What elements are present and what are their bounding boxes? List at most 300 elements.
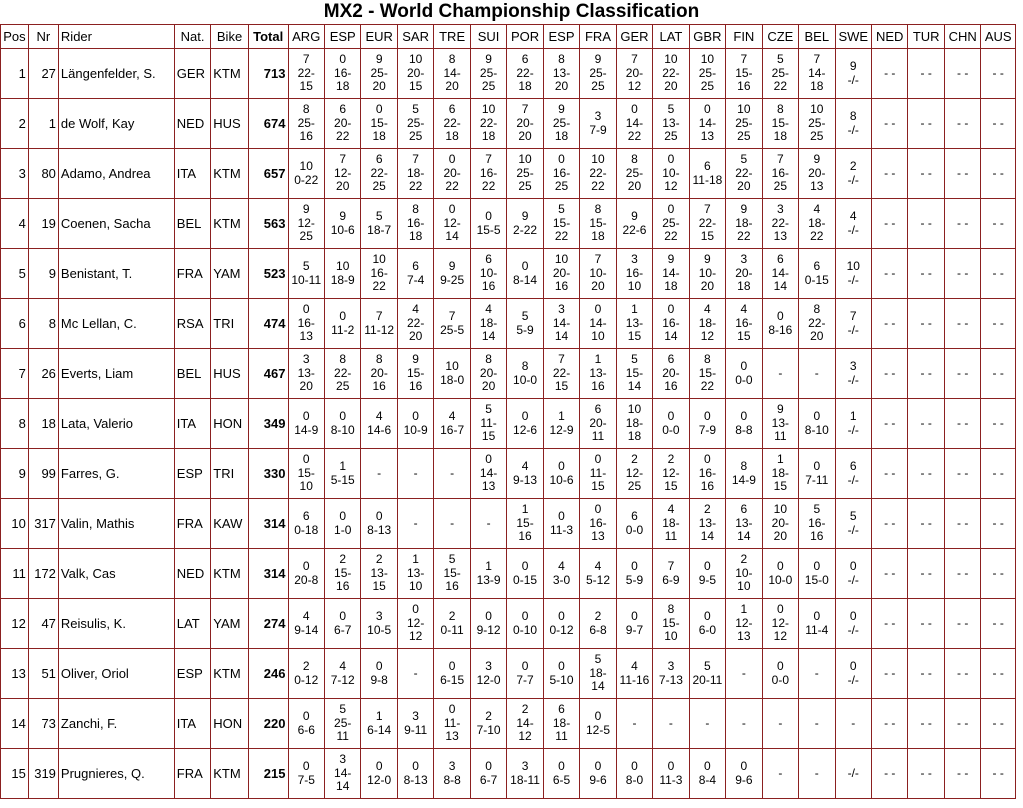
cell-pos: 15	[1, 749, 29, 799]
cell-result: 0 14- 13	[689, 99, 725, 149]
cell-bike: HON	[211, 399, 249, 449]
cell-result: 6 18- 11	[543, 699, 579, 749]
cell-result: 0 0-12	[543, 599, 579, 649]
cell-result: 6 10- 16	[470, 249, 506, 299]
cell-result: 4 9-13	[507, 449, 543, 499]
cell-result: 8 22- 20	[799, 299, 835, 349]
column-header: FRA	[580, 25, 616, 49]
cell-result: 9 9-25	[434, 249, 470, 299]
cell-result: 1 13-9	[470, 549, 506, 599]
cell-result: - -	[872, 599, 908, 649]
cell-result: 4 3-0	[543, 549, 579, 599]
cell-result: 4 22- 20	[397, 299, 433, 349]
cell-rider: Zanchi, F.	[58, 699, 174, 749]
cell-result: 6 22- 18	[507, 49, 543, 99]
column-header: Bike	[211, 25, 249, 49]
cell-rider: Mc Lellan, C.	[58, 299, 174, 349]
cell-result: 5 10-11	[288, 249, 324, 299]
cell-result: 7 20- 12	[616, 49, 652, 99]
cell-result: 6 20- 11	[580, 399, 616, 449]
cell-result: 5 18- 14	[580, 649, 616, 699]
cell-result: 5 15- 22	[543, 199, 579, 249]
cell-result: 3 -/-	[835, 349, 871, 399]
cell-result: - -	[908, 399, 944, 449]
cell-result: 7 18- 22	[397, 149, 433, 199]
cell-nr: 9	[28, 249, 58, 299]
cell-bike: YAM	[211, 249, 249, 299]
cell-pos: 11	[1, 549, 29, 599]
cell-nat: ESP	[174, 649, 210, 699]
table-row	[1, 549, 1016, 599]
column-header: GBR	[689, 25, 725, 49]
cell-result: 0 12-0	[361, 749, 397, 799]
cell-total: 474	[248, 299, 288, 349]
cell-result: 9 12- 25	[288, 199, 324, 249]
column-header: GER	[616, 25, 652, 49]
classification-table	[0, 24, 1016, 799]
cell-result: - -	[944, 649, 980, 699]
cell-result: -	[397, 499, 433, 549]
cell-result: 0 6-5	[543, 749, 579, 799]
cell-nat: LAT	[174, 599, 210, 649]
cell-total: 467	[248, 349, 288, 399]
cell-total: 215	[248, 749, 288, 799]
cell-result: 0 0-10	[507, 599, 543, 649]
cell-result: 8 20- 20	[470, 349, 506, 399]
cell-result: 4 18- 22	[799, 199, 835, 249]
cell-result: 10 22- 22	[580, 149, 616, 199]
cell-result: - -	[908, 649, 944, 699]
cell-result: 0 9-7	[616, 599, 652, 649]
cell-total: 657	[248, 149, 288, 199]
cell-result: 7 6-9	[653, 549, 689, 599]
cell-result: - -	[908, 749, 944, 799]
cell-result: 7 25-5	[434, 299, 470, 349]
cell-result: 0 10- 12	[653, 149, 689, 199]
cell-result: 1 13- 16	[580, 349, 616, 399]
table-row	[1, 749, 1016, 799]
cell-result: 3 7-9	[580, 99, 616, 149]
cell-result: 0 10-6	[543, 449, 579, 499]
cell-result: 0 8-14	[507, 249, 543, 299]
cell-rider: Benistant, T.	[58, 249, 174, 299]
cell-result: 0 11-4	[799, 599, 835, 649]
table-row	[1, 149, 1016, 199]
table-row	[1, 649, 1016, 699]
cell-rider: Reisulis, K.	[58, 599, 174, 649]
cell-result: 7 14- 18	[799, 49, 835, 99]
cell-result: 7 11-12	[361, 299, 397, 349]
cell-result: 3 16- 10	[616, 249, 652, 299]
cell-result: -	[799, 699, 835, 749]
cell-total: 314	[248, 499, 288, 549]
cell-result: 3 13- 20	[288, 349, 324, 399]
cell-nat: ITA	[174, 399, 210, 449]
cell-result: 2 -/-	[835, 149, 871, 199]
cell-result: 3 14- 14	[543, 299, 579, 349]
cell-result: 3 8-8	[434, 749, 470, 799]
cell-result: 0 -/-	[835, 549, 871, 599]
cell-result: 6 20- 22	[324, 99, 360, 149]
cell-bike: KTM	[211, 49, 249, 99]
cell-nr: 1	[28, 99, 58, 149]
cell-result: 3 12-0	[470, 649, 506, 699]
cell-result: - -	[944, 599, 980, 649]
cell-result: 9 14- 18	[653, 249, 689, 299]
cell-pos: 3	[1, 149, 29, 199]
cell-result: -	[762, 349, 798, 399]
cell-result: 5 20-11	[689, 649, 725, 699]
cell-result: 0 12- 14	[434, 199, 470, 249]
cell-result: - -	[872, 749, 908, 799]
cell-result: -	[434, 499, 470, 549]
cell-result: - -	[872, 99, 908, 149]
cell-result: 0 9-12	[470, 599, 506, 649]
cell-result: 1 13- 15	[616, 299, 652, 349]
cell-result: 7 22- 15	[543, 349, 579, 399]
column-header: ARG	[288, 25, 324, 49]
cell-nr: 80	[28, 149, 58, 199]
cell-result: 6 7-4	[397, 249, 433, 299]
cell-result: 3 20- 18	[726, 249, 762, 299]
table-row	[1, 99, 1016, 149]
cell-result: 0 14- 22	[616, 99, 652, 149]
cell-result: 0 8-10	[324, 399, 360, 449]
cell-pos: 14	[1, 699, 29, 749]
cell-result: 0 11-3	[543, 499, 579, 549]
cell-result: 10 16- 22	[361, 249, 397, 299]
cell-bike: TRI	[211, 449, 249, 499]
cell-result: 6 13- 14	[726, 499, 762, 549]
cell-result: 10 22- 18	[470, 99, 506, 149]
cell-result: 0 8-8	[726, 399, 762, 449]
cell-result: - -	[981, 299, 1016, 349]
cell-result: - -	[944, 149, 980, 199]
cell-result: - -	[944, 249, 980, 299]
column-header: LAT	[653, 25, 689, 49]
cell-result: - -	[908, 499, 944, 549]
cell-result: 6 14- 14	[762, 249, 798, 299]
cell-result: - -	[908, 199, 944, 249]
cell-result: 4 14-6	[361, 399, 397, 449]
cell-result: 10 18- 18	[616, 399, 652, 449]
cell-total: 274	[248, 599, 288, 649]
cell-result: 0 8-10	[799, 399, 835, 449]
cell-result: 10 25- 25	[726, 99, 762, 149]
cell-result: 10 0-22	[288, 149, 324, 199]
cell-result: 8 20- 16	[361, 349, 397, 399]
cell-result: 9 25- 18	[543, 99, 579, 149]
cell-result: -	[397, 649, 433, 699]
cell-result: 0 16- 13	[580, 499, 616, 549]
cell-nr: 73	[28, 699, 58, 749]
cell-result: - -	[981, 649, 1016, 699]
cell-result: - -	[944, 699, 980, 749]
cell-result: - -	[944, 749, 980, 799]
cell-nr: 99	[28, 449, 58, 499]
table-row	[1, 499, 1016, 549]
cell-result: - -	[981, 449, 1016, 499]
cell-bike: KTM	[211, 199, 249, 249]
cell-result: 10 25- 25	[507, 149, 543, 199]
cell-result: 4 7-12	[324, 649, 360, 699]
table-row	[1, 699, 1016, 749]
cell-result: -	[799, 649, 835, 699]
cell-result: 8 13- 20	[543, 49, 579, 99]
cell-result: 3 22- 13	[762, 199, 798, 249]
cell-result: 3 10-5	[361, 599, 397, 649]
cell-rider: Farres, G.	[58, 449, 174, 499]
cell-result: 6 0-15	[799, 249, 835, 299]
cell-result: 0 5-10	[543, 649, 579, 699]
cell-result: - -	[981, 549, 1016, 599]
cell-result: 0 16- 18	[324, 49, 360, 99]
table-row	[1, 349, 1016, 399]
cell-result: 5 13- 25	[653, 99, 689, 149]
cell-result: 1 12- 13	[726, 599, 762, 649]
cell-result: 0 6-6	[288, 699, 324, 749]
cell-nr: 27	[28, 49, 58, 99]
cell-nat: ESP	[174, 449, 210, 499]
cell-result: 0 20-8	[288, 549, 324, 599]
cell-result: -	[726, 649, 762, 699]
cell-nr: 19	[28, 199, 58, 249]
table-row	[1, 249, 1016, 299]
cell-result: 0 11- 13	[434, 699, 470, 749]
page-title: MX2 - World Championship Classification	[323, 1, 700, 22]
cell-nr: 26	[28, 349, 58, 399]
cell-rider: Prugnieres, Q.	[58, 749, 174, 799]
cell-result: 0 16- 16	[689, 449, 725, 499]
column-header: Total	[248, 25, 288, 49]
cell-result: - -	[944, 399, 980, 449]
cell-result: - -	[908, 249, 944, 299]
cell-result: 0 11-2	[324, 299, 360, 349]
cell-result: 8 14- 20	[434, 49, 470, 99]
cell-result: - -	[872, 299, 908, 349]
cell-result: 8 15- 10	[653, 599, 689, 649]
cell-result: 2 14- 12	[507, 699, 543, 749]
cell-result: 0 15- 10	[288, 449, 324, 499]
cell-result: 0 7-5	[288, 749, 324, 799]
cell-nat: ITA	[174, 699, 210, 749]
cell-result: 10 20- 20	[762, 499, 798, 549]
cell-result: 1 18- 15	[762, 449, 798, 499]
cell-result: 0 8-13	[361, 499, 397, 549]
cell-result: 0 8-0	[616, 749, 652, 799]
cell-rider: Längenfelder, S.	[58, 49, 174, 99]
cell-result: 0 12- 12	[762, 599, 798, 649]
cell-result: 1 6-14	[361, 699, 397, 749]
cell-result: 7 22- 15	[288, 49, 324, 99]
cell-result: 3 14- 14	[324, 749, 360, 799]
column-header: Nr	[28, 25, 58, 49]
cell-result: 8 15- 18	[580, 199, 616, 249]
cell-result: - -	[908, 549, 944, 599]
cell-result: 8 16- 18	[397, 199, 433, 249]
cell-result: - -	[944, 299, 980, 349]
cell-result: 5 18-7	[361, 199, 397, 249]
cell-result: - -	[908, 149, 944, 199]
cell-nat: ITA	[174, 149, 210, 199]
cell-bike: KTM	[211, 549, 249, 599]
cell-result: 4 -/-	[835, 199, 871, 249]
cell-result: 0 8-13	[397, 749, 433, 799]
cell-result: 0 14- 10	[580, 299, 616, 349]
cell-pos: 10	[1, 499, 29, 549]
cell-nr: 319	[28, 749, 58, 799]
cell-result: - -	[981, 99, 1016, 149]
cell-result: 7 -/-	[835, 299, 871, 349]
cell-result: 2 12- 25	[616, 449, 652, 499]
cell-result: - -	[908, 99, 944, 149]
cell-nat: BEL	[174, 349, 210, 399]
cell-result: -/-	[835, 749, 871, 799]
cell-nat: FRA	[174, 749, 210, 799]
cell-bike: KTM	[211, 149, 249, 199]
column-header: AUS	[981, 25, 1016, 49]
cell-result: -	[762, 749, 798, 799]
column-header: CHN	[944, 25, 980, 49]
cell-result: - -	[872, 699, 908, 749]
cell-nat: FRA	[174, 249, 210, 299]
cell-result: 2 13- 15	[361, 549, 397, 599]
cell-result: 2 12- 15	[653, 449, 689, 499]
cell-result: 5 15- 14	[616, 349, 652, 399]
cell-nr: 47	[28, 599, 58, 649]
cell-bike: HUS	[211, 99, 249, 149]
cell-result: 8 25- 20	[616, 149, 652, 199]
cell-result: 7 10- 20	[580, 249, 616, 299]
cell-result: 6 22- 25	[361, 149, 397, 199]
cell-result: -	[361, 449, 397, 499]
cell-result: 5 22- 20	[726, 149, 762, 199]
cell-total: 349	[248, 399, 288, 449]
cell-nat: GER	[174, 49, 210, 99]
cell-result: 4 9-14	[288, 599, 324, 649]
cell-result: - -	[944, 99, 980, 149]
cell-bike: HON	[211, 699, 249, 749]
cell-result: 0 6-15	[434, 649, 470, 699]
cell-result: -	[470, 499, 506, 549]
cell-result: 4 18- 11	[653, 499, 689, 549]
cell-result: 0 25- 22	[653, 199, 689, 249]
cell-result: 0 11- 15	[580, 449, 616, 499]
cell-result: 0 6-0	[689, 599, 725, 649]
table-row	[1, 399, 1016, 449]
cell-rider: Valk, Cas	[58, 549, 174, 599]
cell-result: 2 13- 14	[689, 499, 725, 549]
cell-rider: Valin, Mathis	[58, 499, 174, 549]
column-header: SAR	[397, 25, 433, 49]
cell-result: 6 -/-	[835, 449, 871, 499]
cell-result: 0 9-5	[689, 549, 725, 599]
cell-rider: Oliver, Oriol	[58, 649, 174, 699]
cell-result: 4 11-16	[616, 649, 652, 699]
column-header: POR	[507, 25, 543, 49]
cell-nat: BEL	[174, 199, 210, 249]
cell-result: 8 15- 22	[689, 349, 725, 399]
cell-bike: TRI	[211, 299, 249, 349]
cell-result: 0 14-9	[288, 399, 324, 449]
cell-nr: 8	[28, 299, 58, 349]
cell-result: - -	[908, 299, 944, 349]
cell-result: 0 9-8	[361, 649, 397, 699]
cell-result: - -	[944, 449, 980, 499]
cell-rider: Everts, Liam	[58, 349, 174, 399]
cell-result: 7 20- 20	[507, 99, 543, 149]
cell-result: 0 6-7	[324, 599, 360, 649]
cell-result: 7 22- 15	[689, 199, 725, 249]
cell-result: 10 25- 25	[799, 99, 835, 149]
cell-result: - -	[908, 49, 944, 99]
cell-result: 5 25- 25	[397, 99, 433, 149]
cell-total: 246	[248, 649, 288, 699]
cell-result: 0 0-0	[653, 399, 689, 449]
cell-result: 9 10-6	[324, 199, 360, 249]
cell-result: -	[689, 699, 725, 749]
cell-pos: 1	[1, 49, 29, 99]
table-row	[1, 49, 1016, 99]
cell-pos: 4	[1, 199, 29, 249]
cell-result: - -	[872, 399, 908, 449]
cell-total: 314	[248, 549, 288, 599]
cell-result: 10 18-0	[434, 349, 470, 399]
cell-result: 6 0-18	[288, 499, 324, 549]
table-row	[1, 199, 1016, 249]
cell-result: 0 16- 13	[288, 299, 324, 349]
cell-result: 9 22-6	[616, 199, 652, 249]
column-header: Pos	[1, 25, 29, 49]
cell-total: 220	[248, 699, 288, 749]
cell-result: - -	[981, 199, 1016, 249]
cell-result: 9 25- 25	[470, 49, 506, 99]
cell-result: 0 0-0	[762, 649, 798, 699]
column-header: SUI	[470, 25, 506, 49]
cell-result: - -	[908, 599, 944, 649]
cell-result: 0 7-7	[507, 649, 543, 699]
cell-result: -	[434, 449, 470, 499]
cell-result: 9 25- 20	[361, 49, 397, 99]
cell-pos: 9	[1, 449, 29, 499]
cell-result: 4 18- 12	[689, 299, 725, 349]
cell-nat: NED	[174, 549, 210, 599]
cell-result: 7 16- 25	[762, 149, 798, 199]
cell-result: - -	[944, 549, 980, 599]
cell-result: 2 0-11	[434, 599, 470, 649]
cell-rider: Adamo, Andrea	[58, 149, 174, 199]
table-row	[1, 599, 1016, 649]
cell-result: 0 1-0	[324, 499, 360, 549]
cell-result: 0 10-9	[397, 399, 433, 449]
cell-bike: KAW	[211, 499, 249, 549]
cell-result: - -	[908, 699, 944, 749]
cell-bike: HUS	[211, 349, 249, 399]
cell-result: - -	[981, 149, 1016, 199]
cell-result: -	[653, 699, 689, 749]
cell-total: 563	[248, 199, 288, 249]
cell-result: 0 10-0	[762, 549, 798, 599]
cell-result: - -	[981, 749, 1016, 799]
cell-nr: 317	[28, 499, 58, 549]
cell-result: - -	[872, 49, 908, 99]
cell-result: 0 -/-	[835, 649, 871, 699]
cell-result: 0 12-6	[507, 399, 543, 449]
column-header: ESP	[543, 25, 579, 49]
cell-result: - -	[872, 249, 908, 299]
cell-result: - -	[981, 499, 1016, 549]
cell-result: - -	[872, 199, 908, 249]
